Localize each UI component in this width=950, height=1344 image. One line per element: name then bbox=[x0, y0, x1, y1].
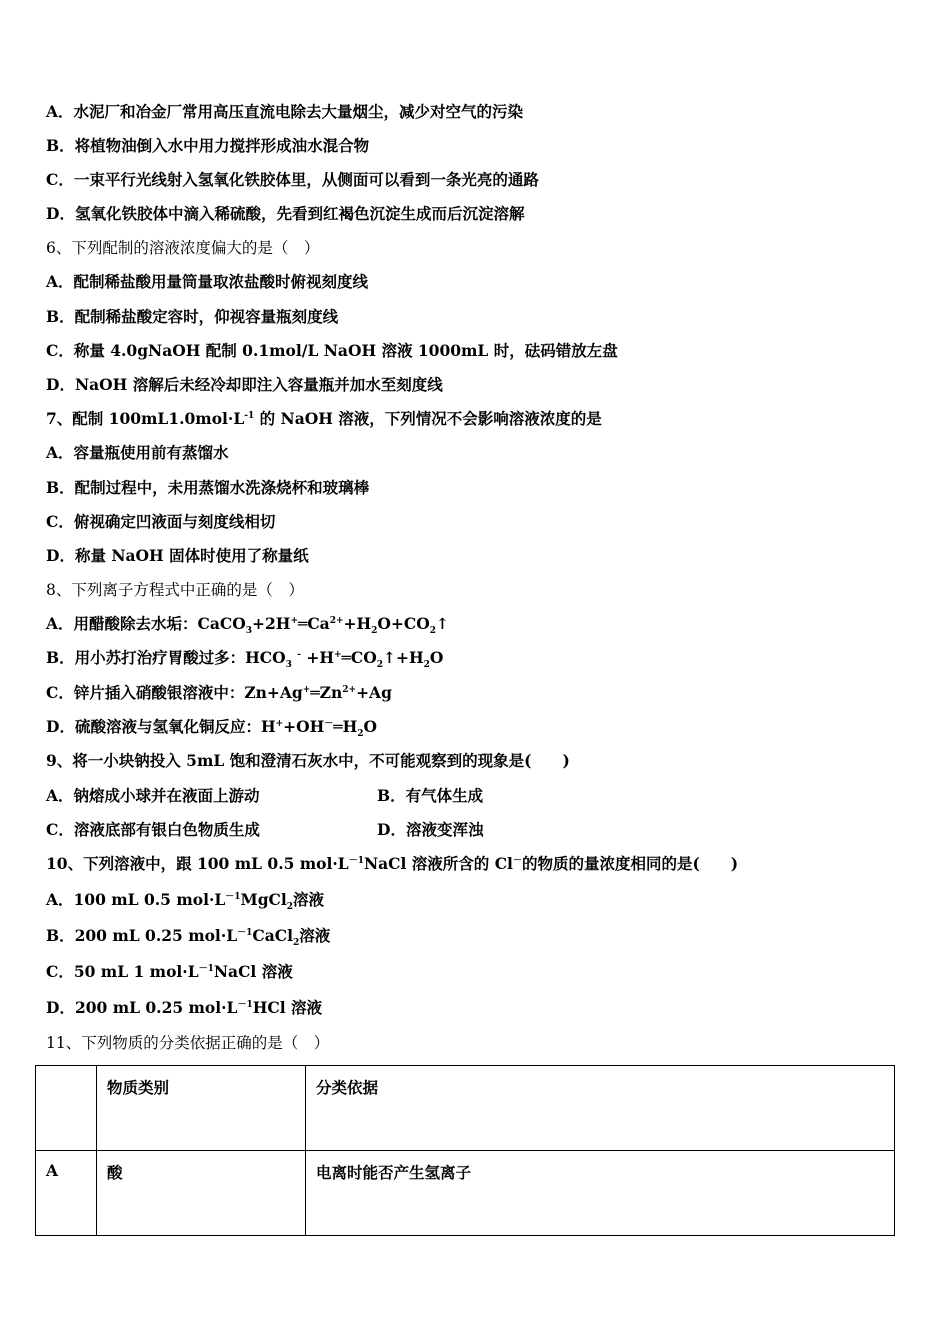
q8b-t10: O bbox=[429, 648, 444, 667]
q8-stem: 8、下列离子方程式中正确的是（ ） bbox=[46, 581, 304, 599]
table-cell: 酸 bbox=[97, 1151, 306, 1236]
q10-stem bbox=[46, 854, 738, 874]
q10b-mid: CaCl bbox=[252, 926, 293, 945]
q10-stem-sup2: － bbox=[512, 855, 522, 866]
q10-stem-1: 10、下列溶液中，跟 100 mL 0.5 mol·L bbox=[46, 854, 349, 873]
q6-option-a: A．配制稀盐酸用量筒量取浓盐酸时俯视刻度线 bbox=[46, 272, 369, 291]
q5-option-a: A．水泥厂和冶金厂常用高压直流电除去大量烟尘，减少对空气的污染 bbox=[46, 102, 524, 121]
q10c-sup: －1 bbox=[198, 963, 214, 974]
q8a-t2: +2H bbox=[252, 614, 291, 633]
q8-option-b bbox=[46, 648, 444, 671]
q8d-t4: ═H bbox=[333, 717, 358, 736]
q8a-t6: +H bbox=[343, 614, 372, 633]
q8a-sub9: 2 bbox=[429, 626, 437, 637]
q9-option-d: D．溶液变浑浊 bbox=[377, 820, 484, 839]
q8b-sub7: 2 bbox=[376, 660, 384, 671]
q10b-pre: B．200 mL 0.25 mol·L bbox=[46, 926, 238, 945]
q8b-sup5: + bbox=[334, 649, 342, 660]
q10b-sup: －1 bbox=[237, 927, 253, 938]
q6-option-c: C．称量 4.0gNaOH 配制 0.1mol/L NaOH 溶液 1000mL 时，砝码错放左盘 bbox=[46, 341, 618, 360]
q7-stem-sup: -1 bbox=[244, 410, 255, 421]
q7-option-b: B．配制过程中，未用蒸馏水洗涤烧杯和玻璃棒 bbox=[46, 478, 370, 497]
table-row bbox=[36, 1151, 895, 1236]
q8a-t0: A．用醋酸除去水垢：CaCO bbox=[46, 614, 246, 633]
q8c-sup3: 2+ bbox=[342, 684, 357, 695]
q8c-t2: ═Zn bbox=[310, 683, 343, 702]
q8d-t2: +OH bbox=[283, 717, 325, 736]
q10a-post: 溶液 bbox=[293, 890, 325, 909]
q10a-sub: 2 bbox=[286, 902, 294, 913]
q8b-t6: ═CO bbox=[341, 648, 377, 667]
q10-option-c bbox=[46, 962, 293, 982]
q8b-t8: ↑+H bbox=[383, 648, 424, 667]
q8-option-c bbox=[46, 683, 392, 703]
q7-option-a: A．容量瓶使用前有蒸馏水 bbox=[46, 443, 229, 462]
q8a-sup5: 2+ bbox=[329, 615, 344, 626]
q8d-t6: O bbox=[363, 717, 378, 736]
q10c-post: NaCl 溶液 bbox=[213, 962, 293, 981]
q5-option-d: D．氢氧化铁胶体中滴入稀硫酸，先看到红褐色沉淀生成而后沉淀溶解 bbox=[46, 204, 525, 223]
q8c-sup1: + bbox=[302, 684, 311, 695]
table-cell bbox=[36, 1066, 97, 1151]
q10-option-a bbox=[46, 890, 325, 913]
q8-option-a bbox=[46, 614, 450, 637]
table-header-row bbox=[36, 1066, 895, 1151]
q10c-pre: C．50 mL 1 mol·L bbox=[46, 962, 199, 981]
q8a-sub1: 3 bbox=[245, 626, 253, 637]
q7-option-c: C．俯视确定凹液面与刻度线相切 bbox=[46, 512, 276, 531]
q8d-t0: D．硫酸溶液与氢氧化铜反应：H bbox=[46, 717, 276, 736]
q10b-post: 溶液 bbox=[299, 926, 331, 945]
q8b-sub1: 3 bbox=[285, 660, 292, 671]
q10-option-b bbox=[46, 926, 331, 949]
q7-stem-pre: 7、配制 100mL1.0mol·L bbox=[46, 409, 245, 428]
q8c-t0: C．锌片插入硝酸银溶液中：Zn+Ag bbox=[46, 683, 303, 702]
q10b-sub: 2 bbox=[293, 938, 300, 949]
q8b-t0: B．用小苏打治疗胃酸过多：HCO bbox=[46, 648, 286, 667]
table-cell: 电离时能否产生氢离子 bbox=[306, 1151, 895, 1236]
q9-stem: 9、将一小块钠投入 5mL 饱和澄清石灰水中，不可能观察到的现象是( ) bbox=[46, 751, 570, 770]
q5-option-c: C．一束平行光线射入氢氧化铁胶体里，从侧面可以看到一条光亮的通路 bbox=[46, 170, 539, 189]
q8b-t4: +H bbox=[301, 648, 335, 667]
q8d-sup3: － bbox=[324, 718, 334, 729]
q8-option-d bbox=[46, 717, 378, 740]
q10-stem-sup1: －1 bbox=[348, 855, 364, 866]
q10a-sup: －1 bbox=[225, 891, 241, 902]
q7-stem bbox=[46, 409, 602, 429]
q8a-t4: ═Ca bbox=[297, 614, 330, 633]
q10d-post: HCl 溶液 bbox=[252, 998, 323, 1017]
q6-stem: 6、下列配制的溶液浓度偏大的是（ ） bbox=[46, 239, 320, 257]
q8c-t4: +Ag bbox=[356, 683, 392, 702]
q8d-sub5: 2 bbox=[357, 729, 364, 740]
q9-option-b: B．有气体生成 bbox=[377, 786, 484, 805]
q9-option-c: C．溶液底部有银白色物质生成 bbox=[46, 820, 260, 839]
classification-table bbox=[35, 1065, 895, 1236]
q10-option-d bbox=[46, 998, 322, 1018]
q6-option-d: D．NaOH 溶解后未经冷却即注入容量瓶并加水至刻度线 bbox=[46, 375, 443, 394]
q10-stem-3: 的物质的量浓度相同的是( ) bbox=[521, 854, 739, 873]
q8a-t10: ↑ bbox=[436, 614, 450, 633]
q7-option-d: D．称量 NaOH 固体时使用了称量纸 bbox=[46, 546, 309, 565]
q7-stem-post: 的 NaOH 溶液，下列情况不会影响溶液浓度的是 bbox=[254, 409, 602, 428]
q8d-sup1: + bbox=[275, 718, 284, 729]
q5-option-b: B．将植物油倒入水中用力搅拌形成油水混合物 bbox=[46, 136, 370, 155]
q10a-pre: A．100 mL 0.5 mol·L bbox=[46, 890, 226, 909]
q8a-sub7: 2 bbox=[371, 626, 378, 637]
q8a-sup3: + bbox=[290, 615, 298, 626]
q10-stem-2: NaCl 溶液所含的 Cl bbox=[363, 854, 513, 873]
q10d-pre: D．200 mL 0.25 mol·L bbox=[46, 998, 238, 1017]
q8b-sup3: - bbox=[297, 649, 302, 660]
table-cell: 物质类别 bbox=[97, 1066, 306, 1151]
q11-stem: 11、下列物质的分类依据正确的是（ ） bbox=[46, 1034, 330, 1052]
q9-option-a: A．钠熔成小球并在液面上游动 bbox=[46, 786, 260, 805]
table-cell: 分类依据 bbox=[306, 1066, 895, 1151]
q10d-sup: －1 bbox=[237, 999, 253, 1010]
table-cell: A bbox=[36, 1151, 97, 1236]
q10a-mid: MgCl bbox=[240, 890, 287, 909]
q8b-sub9: 2 bbox=[423, 660, 430, 671]
q6-option-b: B．配制稀盐酸定容时，仰视容量瓶刻度线 bbox=[46, 307, 339, 326]
q8a-t8: O+CO bbox=[377, 614, 430, 633]
